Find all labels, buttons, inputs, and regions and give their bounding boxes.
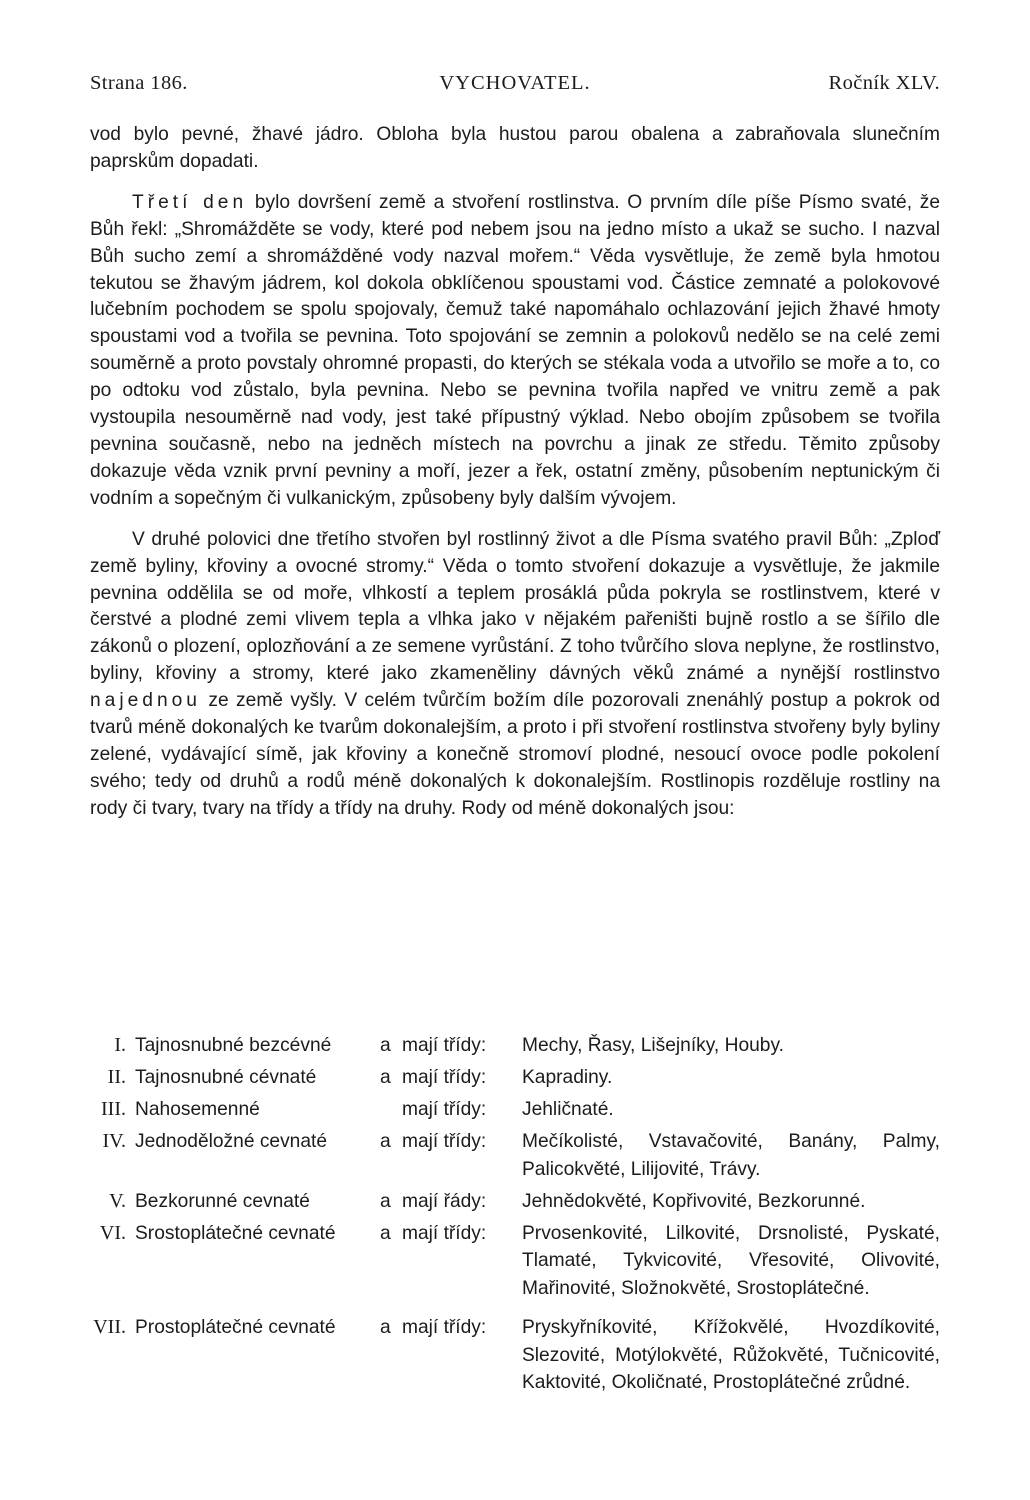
article-body xyxy=(90,122,940,837)
class-list: Jehnědokvěté, Kopřivovité, Bezkorunné. xyxy=(522,1190,866,1212)
conjunction: a xyxy=(380,1131,391,1152)
group-name: Bezkorunné cevnaté xyxy=(135,1190,310,1212)
rank-label: mají třídy: xyxy=(402,1317,487,1338)
conjunction: a xyxy=(380,1190,391,1212)
roman-numeral: VII. xyxy=(93,1316,126,1338)
classification-row xyxy=(90,1314,940,1397)
classification-row xyxy=(90,1096,940,1124)
spaced-emphasis: Třetí den xyxy=(132,191,248,213)
class-list: Mechy, Řasy, Lišejníky, Houby. xyxy=(522,1035,784,1056)
rank-label: mají třídy: xyxy=(402,1222,487,1244)
conjunction: a xyxy=(380,1317,391,1338)
group-name: Jednoděložné cevnaté xyxy=(135,1131,328,1152)
conjunction: a xyxy=(380,1222,391,1244)
class-list: Pryskyřníkovité, Křížokvělé, Hvozdíkovité, Slezovité, Motýlokvěté, Růžokvěté, Tučnicovité, Kaktovité, Okoličnaté, Prostoplátečné zrůdné. xyxy=(522,1317,940,1393)
group-name: Tajnosnubné bezcévné xyxy=(135,1035,332,1056)
class-list: Jehličnaté. xyxy=(522,1099,614,1120)
rank-label: mají řády: xyxy=(402,1190,487,1212)
conjunction: a xyxy=(380,1035,391,1056)
rank-label: mají třídy: xyxy=(402,1099,487,1120)
roman-numeral: II. xyxy=(107,1066,126,1088)
class-list: Prvosenkovité, Lilkovité, Drsnolisté, Pyskaté, Tlamaté, Tykvicovité, Vřesovité, Olivovité, Mařinovité, Složnokvěté, Srostoplátečné. xyxy=(522,1222,940,1299)
group-name: Srostoplátečné cevnaté xyxy=(135,1222,336,1244)
roman-numeral: IV. xyxy=(102,1130,126,1152)
group-name: Nahosemenné xyxy=(135,1099,260,1120)
classification-row xyxy=(90,1032,940,1060)
paragraph-2-text: bylo dovršení země a stvoření rostlinstva. O prvním díle píše Písmo svaté, že Bůh řekl: „Shromážděte se vody, které pod nebem jsou na jedno místo a ukaž se sucho. I nazval Bůh sucho zemí a shromážděné vody nazval mořem.“ Věda vysvětluje, že země byla hmotou tekutou se žhavým jádrem, kol dokola obklíčenou spoustami vod. Částice zemnaté a polokovové lučebním pochodem se spolu spojovaly, čemuž také napomáhalo ochlazování jejich žhavé hmoty spoustami vod a tvořila se pevnina. Toto spojování se zemnin a polokovů nedělo se na celé zemi souměrně a proto povstaly ohromné propasti, do kterých se stékala voda a utvořilo se moře a to, co po odtoku vod zůstalo, byla pevnina. Nebo se pevnina tvořila napřed ve vnitru země a pak vystoupila nesouměrně nad vody, jest také přípustný výklad. Nebo obojím způsobem se tvořila pevnina současně, nebo na jedněch místech na povrchu a jinak ze středu. Těmito způsoby dokazuje věda vznik první pevniny a moří, jezer a řek, ostatní změny, působením neptunickým či vodním a sopečným či vulkanickým, způsobeny byly dalším vývojem. xyxy=(90,191,940,509)
spaced-emphasis: najednou xyxy=(90,690,201,712)
group-name: Tajnosnubné cévnaté xyxy=(135,1067,317,1088)
roman-numeral: III. xyxy=(101,1098,126,1120)
paragraph-3-text-a: V druhé polovici dne třetího stvořen byl rostlinný život a dle Písma svatého pravil Bůh: „Zploď země byliny, křoviny a ovocné stromy.“ Věda o tomto stvoření dokazuje a vysvětluje, že jakmile pevnina oddělila se od moře, vlhkostí a teplem prosáklá půda pokryla se rostlinstvem, které v čerstvé a plodné zemi vlivem tepla a vlhka jako v nějakém pařeništi bujně rostlo a se šířilo dle zákonů o plození, oplozňování a ze semene vyrůstání. Z toho tvůrčího slova neplyne, že rostlinstvo, byliny, křoviny a stromy, které jako zkameněliny dávných věků známé a nynější rostlinstvo xyxy=(90,528,940,685)
journal-title: VYCHOVATEL. xyxy=(439,72,591,94)
paragraph-1: vod bylo pevné, žhavé jádro. Obloha byla hustou parou obalena a zabraňovala slunečním paprskům dopadati. xyxy=(90,124,940,172)
page-number: Strana 186. xyxy=(90,72,188,94)
rank-label: mají třídy: xyxy=(402,1035,487,1056)
classification-row xyxy=(90,1188,940,1216)
class-list: Kapradiny. xyxy=(522,1067,613,1088)
paragraph-3 xyxy=(90,527,940,823)
volume-label: Ročník XLV. xyxy=(828,72,940,94)
roman-numeral: I. xyxy=(114,1034,126,1056)
group-name: Prostoplátečné cevnaté xyxy=(135,1317,336,1338)
paragraph-3-text-b: ze země vyšly. V celém tvůrčím božím díle pozorovali znenáhlý postup a pokrok od tvarů méně dokonalých ke tvarům dokonalejším, a proto i při stvoření rostlinstva stvořeny byly byliny zelené, vydávající símě, jak křoviny a konečně stromoví plodné, nesoucí ovoce podle pokolení svého; tedy od druhů a rodů méně dokonalých k dokonalejším. Rostlinopis rozděluje rostliny na rody či tvary, tvary na třídy a třídy na druhy. Rody od méně dokonalých jsou: xyxy=(90,690,940,819)
conjunction: a xyxy=(380,1067,391,1088)
rank-label: mají třídy: xyxy=(402,1131,487,1152)
class-list: Mečíkolisté, Vstavačovité, Banány, Palmy, Palicokvěté, Lilijovité, Trávy. xyxy=(522,1131,940,1180)
roman-numeral: VI. xyxy=(99,1221,126,1244)
roman-numeral: V. xyxy=(109,1189,126,1212)
classification-row xyxy=(90,1128,940,1183)
running-header xyxy=(90,72,940,102)
classification-row xyxy=(90,1064,940,1092)
rank-label: mají třídy: xyxy=(402,1067,487,1088)
paragraph-2 xyxy=(90,190,940,513)
plant-classification-list xyxy=(90,1032,940,1401)
classification-row xyxy=(90,1220,940,1303)
